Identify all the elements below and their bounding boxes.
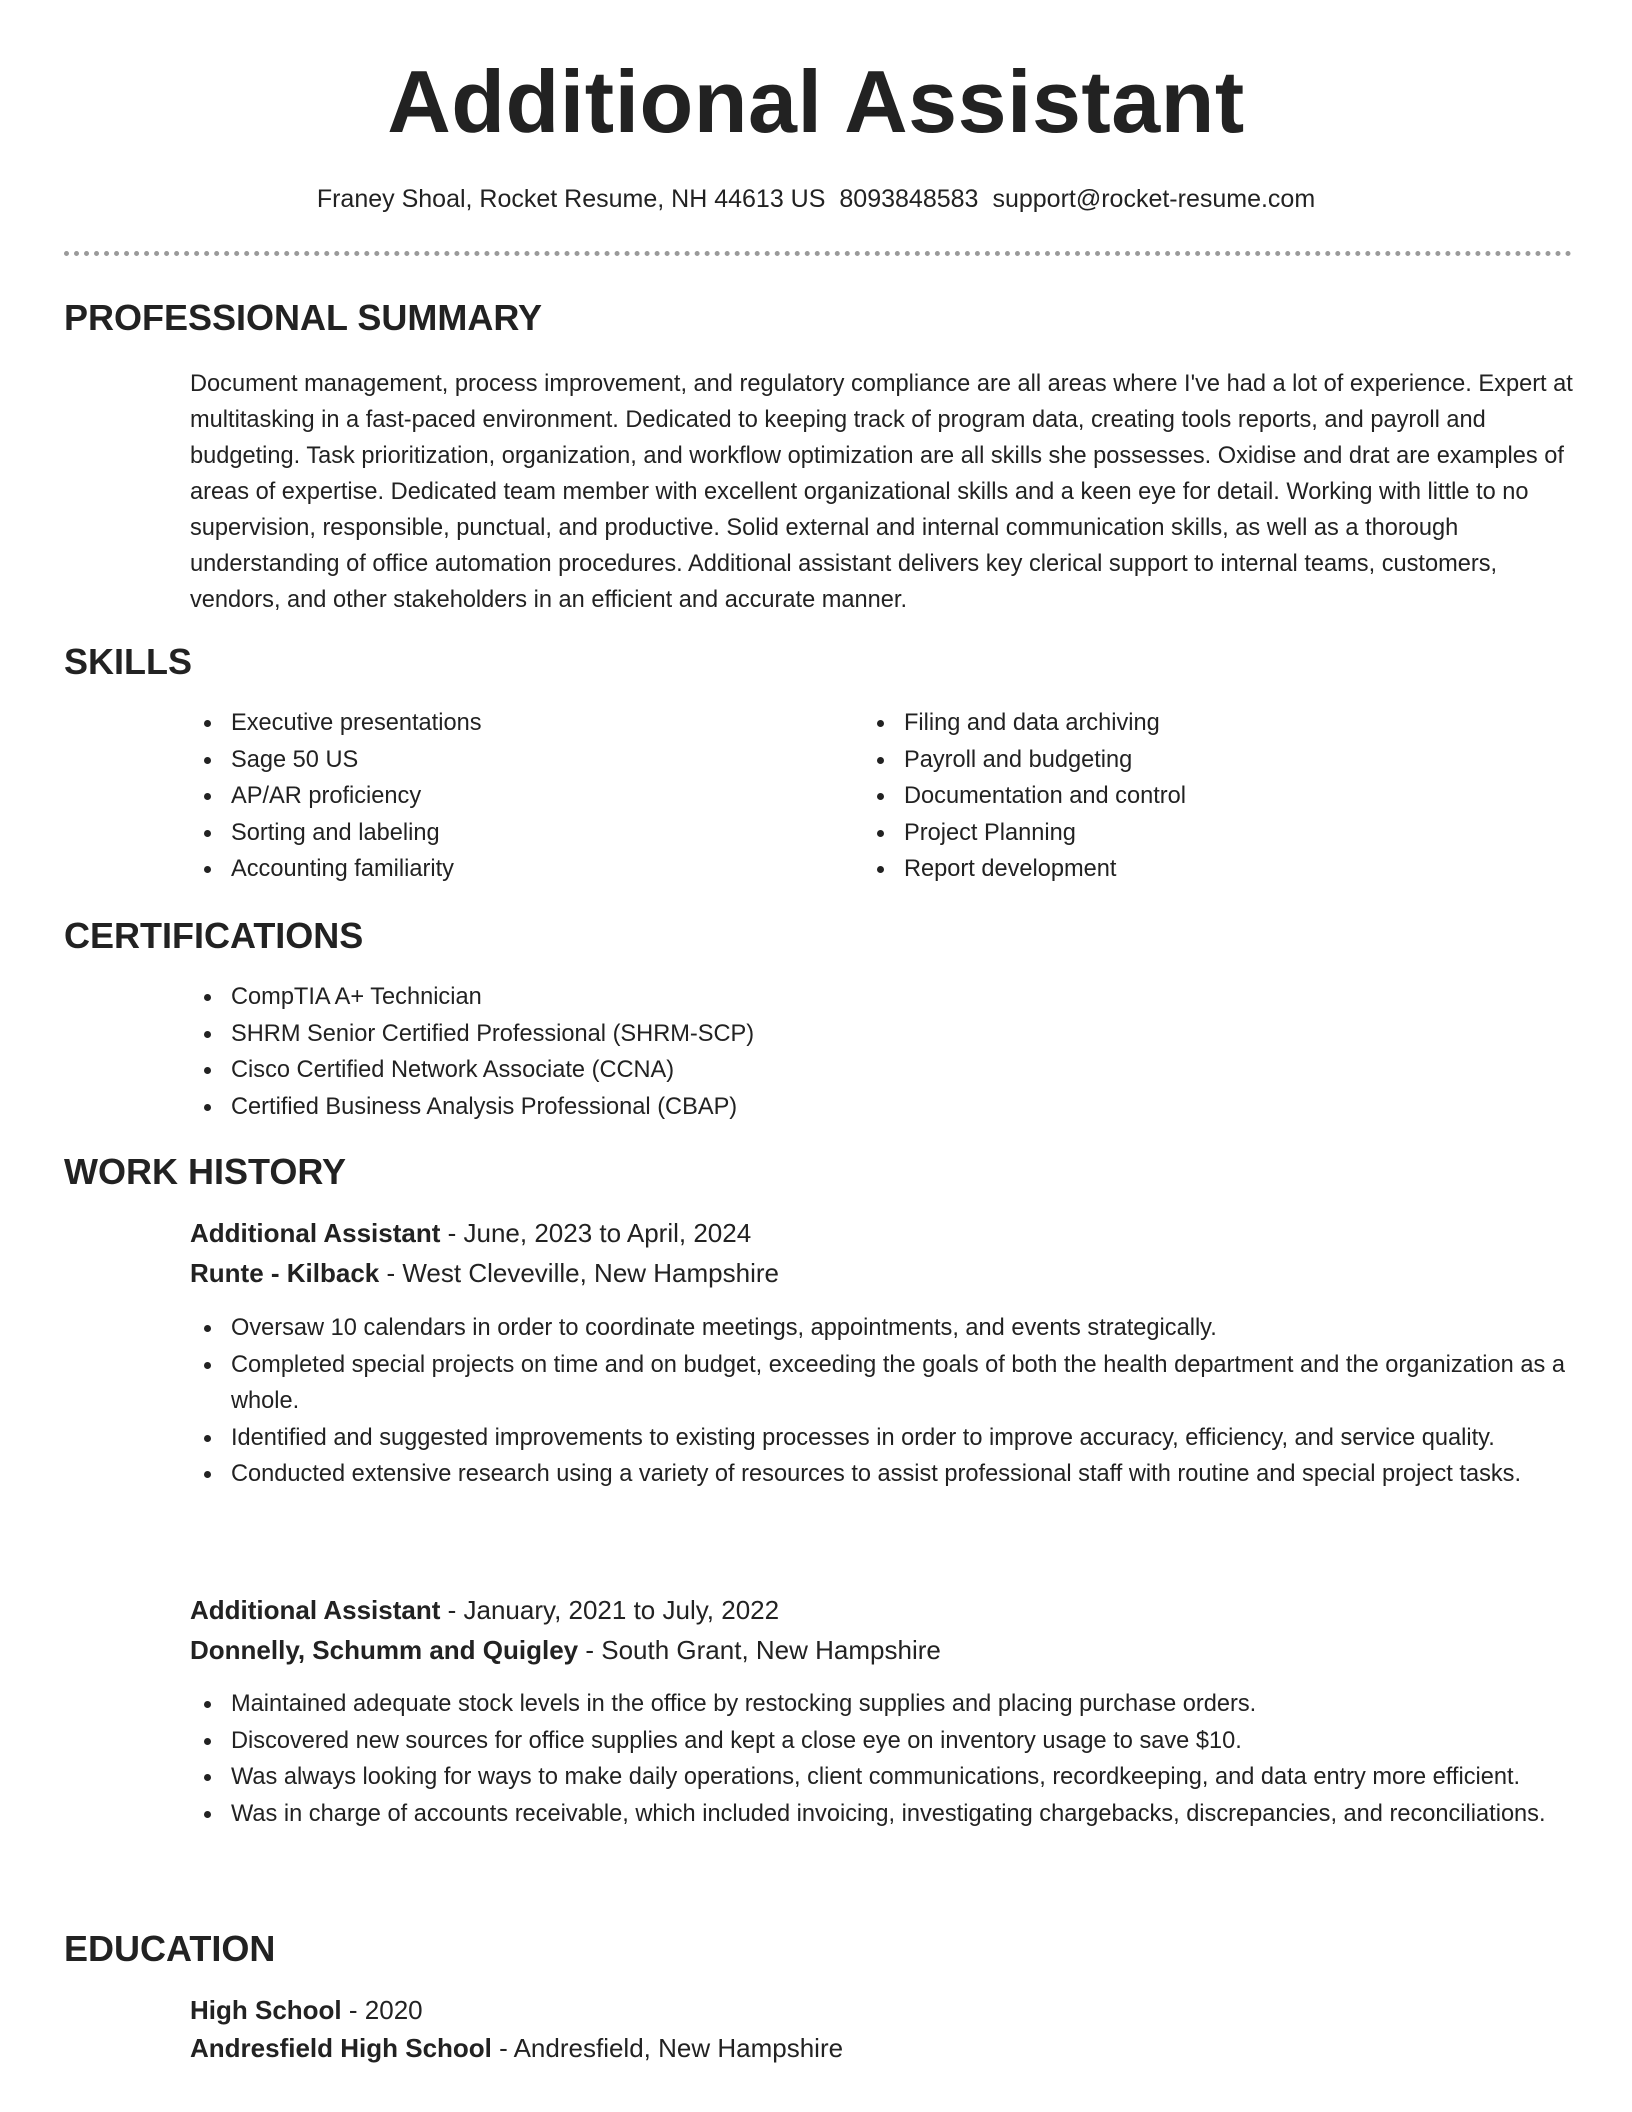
education-heading: EDUCATION bbox=[64, 1928, 276, 1969]
job-duties-list bbox=[187, 1686, 1576, 1832]
job-company: Donnelly, Schumm and Quigley bbox=[190, 1635, 579, 1665]
contact-line bbox=[0, 183, 1632, 215]
job-employer-line bbox=[190, 1256, 779, 1290]
education-degree-line bbox=[190, 1993, 423, 2027]
job-duty-item: Completed special projects on time and on budget, exceeding the goals of both the health department and the organization as a whole. bbox=[231, 1347, 1576, 1420]
job-title-line bbox=[190, 1216, 751, 1250]
education-degree: High School bbox=[190, 1995, 342, 2025]
job-duties-list bbox=[187, 1310, 1576, 1493]
job-title-line bbox=[190, 1593, 779, 1627]
skill-item: Sorting and labeling bbox=[231, 815, 851, 852]
contact-address: Franey Shoal, Rocket Resume, NH 44613 US bbox=[316, 185, 826, 213]
job-dates: - June, 2023 to April, 2024 bbox=[440, 1218, 752, 1248]
skill-item: Payroll and budgeting bbox=[904, 742, 1524, 779]
job-location: - South Grant, New Hampshire bbox=[578, 1635, 941, 1665]
education-school: Andresfield High School bbox=[190, 2033, 492, 2063]
job-duty-item: Identified and suggested improvements to existing processes in order to improve accuracy, efficiency, and service quality. bbox=[231, 1420, 1576, 1457]
contact-email: support@rocket-resume.com bbox=[992, 185, 1316, 213]
candidate-name: Additional Assistant bbox=[387, 52, 1245, 151]
certification-item: SHRM Senior Certified Professional (SHRM-SCP) bbox=[231, 1016, 1531, 1053]
job-duty-item: Was always looking for ways to make daily operations, client communications, recordkeeping, and data entry more efficient. bbox=[231, 1759, 1576, 1796]
skills-list-left bbox=[187, 705, 851, 888]
job-duty-item: Discovered new sources for office supplies and kept a close eye on inventory usage to save $10. bbox=[231, 1723, 1576, 1760]
skill-item: Documentation and control bbox=[904, 778, 1524, 815]
job-role: Additional Assistant bbox=[190, 1595, 441, 1625]
certification-item: Certified Business Analysis Professional (CBAP) bbox=[231, 1089, 1531, 1126]
job-dates: - January, 2021 to July, 2022 bbox=[440, 1595, 780, 1625]
education-year: - 2020 bbox=[341, 1995, 423, 2025]
job-duty-item: Maintained adequate stock levels in the office by restocking supplies and placing purchase orders. bbox=[231, 1686, 1576, 1723]
job-role: Additional Assistant bbox=[190, 1218, 441, 1248]
skills-list-right bbox=[860, 705, 1524, 888]
summary-heading: PROFESSIONAL SUMMARY bbox=[64, 297, 543, 338]
job-company: Runte - Kilback bbox=[190, 1258, 380, 1288]
certification-item: Cisco Certified Network Associate (CCNA) bbox=[231, 1052, 1531, 1089]
skills-heading: SKILLS bbox=[64, 641, 193, 682]
job-employer-line bbox=[190, 1633, 941, 1667]
skill-item: Project Planning bbox=[904, 815, 1524, 852]
skill-item: Sage 50 US bbox=[231, 742, 851, 779]
job-duty-item: Was in charge of accounts receivable, which included invoicing, investigating chargebacks, discrepancies, and reconciliations. bbox=[231, 1796, 1576, 1833]
education-location: - Andresfield, New Hampshire bbox=[491, 2033, 844, 2063]
work-history-heading: WORK HISTORY bbox=[64, 1151, 347, 1192]
header-divider bbox=[64, 251, 1572, 256]
skill-item: AP/AR proficiency bbox=[231, 778, 851, 815]
summary-text: Document management, process improvement, and regulatory compliance are all areas where I've had a lot of experience. Expert at multitasking in a fast-paced environment. Dedicated to keeping track of program data, creating tools reports, and payroll and budgeting. Task prioritization, organization, and workflow optimization are all skills she possesses. Oxidise and drat are examples of areas of expertise. Dedicated team member with excellent organizational skills and a keen eye for detail. Working with little to no supervision, responsible, punctual, and productive. Solid external and internal communication skills, as well as a thorough understanding of office automation procedures. Additional assistant delivers key clerical support to internal teams, customers, vendors, and other stakeholders in an efficient and accurate manner. bbox=[190, 371, 1573, 613]
contact-phone: 8093848583 bbox=[839, 185, 979, 213]
certifications-heading: CERTIFICATIONS bbox=[64, 915, 364, 956]
skill-item: Filing and data archiving bbox=[904, 705, 1524, 742]
certification-item: CompTIA A+ Technician bbox=[231, 979, 1531, 1016]
skill-item: Report development bbox=[904, 851, 1524, 888]
education-school-line bbox=[190, 2031, 843, 2065]
job-location: - West Cleveville, New Hampshire bbox=[379, 1258, 779, 1288]
skill-item: Accounting familiarity bbox=[231, 851, 851, 888]
skill-item: Executive presentations bbox=[231, 705, 851, 742]
job-duty-item: Oversaw 10 calendars in order to coordinate meetings, appointments, and events strategically. bbox=[231, 1310, 1576, 1347]
certifications-list bbox=[187, 979, 1531, 1125]
job-duty-item: Conducted extensive research using a variety of resources to assist professional staff with routine and special project tasks. bbox=[231, 1456, 1576, 1493]
